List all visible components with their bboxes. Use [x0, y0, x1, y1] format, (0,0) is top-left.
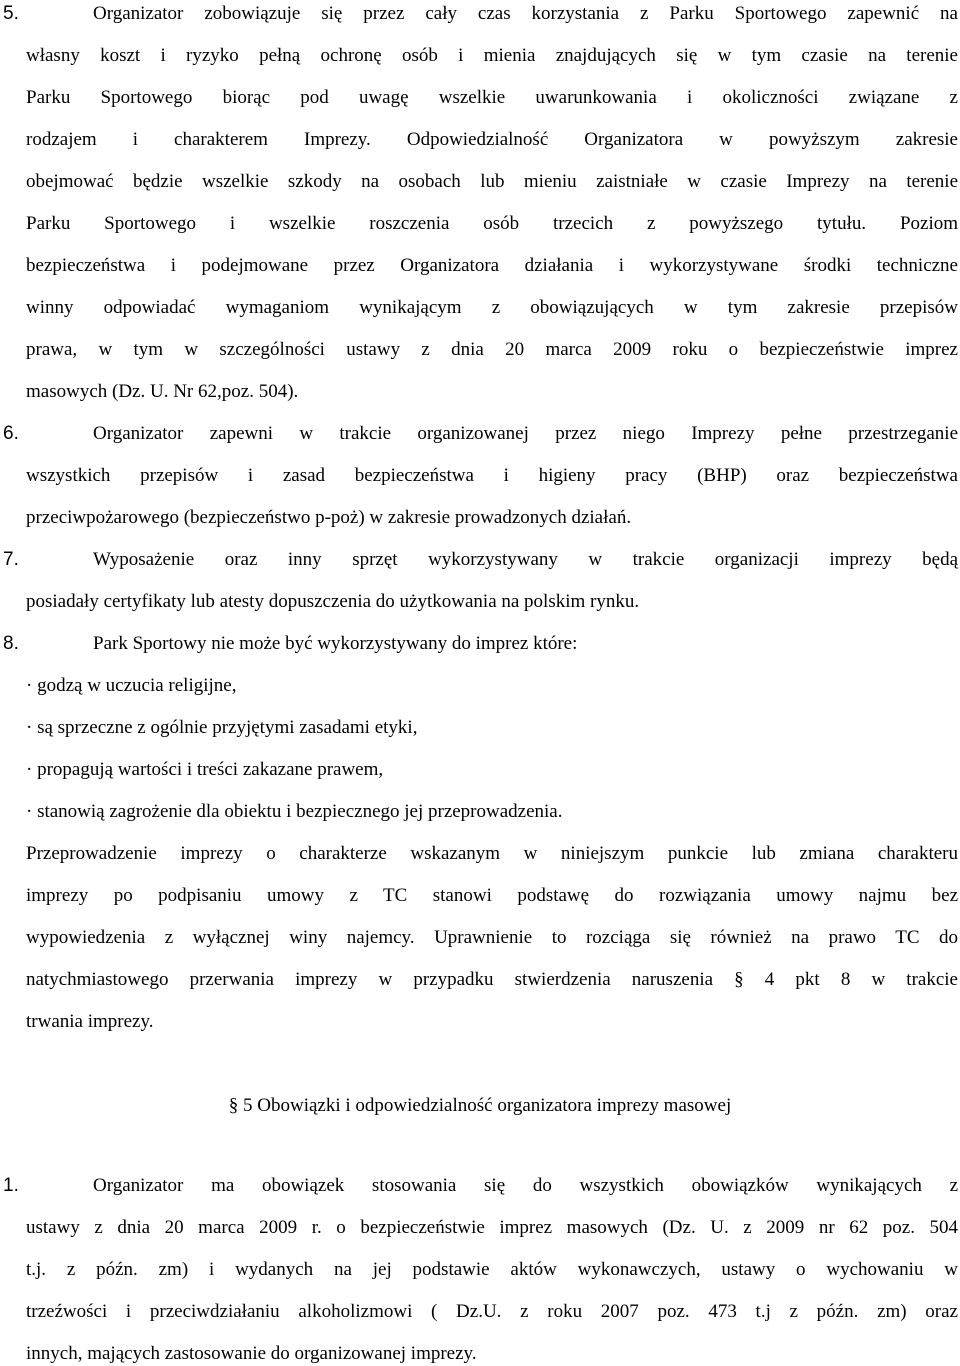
item-5-line: bezpieczeństwa i podejmowane przez Organizatora działania i wykorzystywane środki techniczne: [26, 255, 958, 276]
section-item-1-line: Organizator ma obowiązek stosowania się do wszystkich obowiązków wynikających z: [93, 1175, 958, 1196]
bullet-item: · godzą w uczucia religijne,: [26, 675, 237, 696]
item-number: 5.: [3, 3, 19, 24]
paragraph-line: wypowiedzenia z wyłącznej winy najemcy. Uprawnienie to rozciąga się również na prawo TC do: [26, 927, 958, 948]
bullet-item: · propagują wartości i treści zakazane prawem,: [26, 759, 384, 780]
item-5-line: winny odpowiadać wymaganiom wynikającym z obowiązujących w tym zakresie przepisów: [26, 297, 958, 318]
section-item-1-line: innych, mających zastosowanie do organizowanej imprezy.: [26, 1343, 477, 1364]
section-item-1-line: t.j. z późn. zm) i wydanych na jej podstawie aktów wykonawczych, ustawy o wychowaniu w: [26, 1259, 958, 1280]
section-item-1-line: trzeźwości i przeciwdziałaniu alkoholizmowi ( Dz.U. z roku 2007 poz. 473 t.j z późn. zm) oraz: [26, 1301, 958, 1322]
item-5-line: własny koszt i ryzyko pełną ochronę osób i mienia znajdujących się w tym czasie na terenie: [26, 45, 958, 66]
paragraph-line: natychmiastowego przerwania imprezy w przypadku stwierdzenia naruszenia § 4 pkt 8 w trakcie: [26, 969, 958, 990]
item-8-line: Park Sportowy nie może być wykorzystywany do imprez które:: [93, 633, 578, 654]
item-5-line: prawa, w tym w szczególności ustawy z dnia 20 marca 2009 roku o bezpieczeństwie imprez: [26, 339, 958, 360]
item-7-line: posiadały certyfikaty lub atesty dopuszczenia do użytkowania na polskim rynku.: [26, 591, 640, 612]
paragraph-line: Przeprowadzenie imprezy o charakterze wskazanym w niniejszym punkcie lub zmiana charakteru: [26, 843, 958, 864]
item-5-line: Parku Sportowego i wszelkie roszczenia osób trzecich z powyższego tytułu. Poziom: [26, 213, 958, 234]
bullet-item: · stanowią zagrożenie dla obiektu i bezpiecznego jej przeprowadzenia.: [26, 801, 563, 822]
item-number: 8.: [3, 633, 19, 654]
item-5-line: rodzajem i charakterem Imprezy. Odpowiedzialność Organizatora w powyższym zakresie: [26, 129, 958, 150]
item-5-line: Organizator zobowiązuje się przez cały czas korzystania z Parku Sportowego zapewnić na: [93, 3, 958, 24]
section-heading: § 5 Obowiązki i odpowiedzialność organizatora imprezy masowej: [228, 1095, 732, 1116]
item-7-line: Wyposażenie oraz inny sprzęt wykorzystywany w trakcie organizacji imprezy będą: [93, 549, 958, 570]
item-6-line: przeciwpożarowego (bezpieczeństwo p-poż) w zakresie prowadzonych działań.: [26, 507, 632, 528]
paragraph-line: trwania imprezy.: [26, 1011, 154, 1032]
section-item-1-line: ustawy z dnia 20 marca 2009 r. o bezpieczeństwie imprez masowych (Dz. U. z 2009 nr 62 poz. 504: [26, 1217, 958, 1238]
item-number: 7.: [3, 549, 19, 570]
item-5-line: Parku Sportowego biorąc pod uwagę wszelkie uwarunkowania i okoliczności związane z: [26, 87, 958, 108]
bullet-item: · są sprzeczne z ogólnie przyjętymi zasadami etyki,: [26, 717, 418, 738]
item-5-line: masowych (Dz. U. Nr 62,poz. 504).: [26, 381, 299, 402]
item-number: 1.: [3, 1175, 19, 1196]
item-6-line: Organizator zapewni w trakcie organizowanej przez niego Imprezy pełne przestrzeganie: [93, 423, 958, 444]
paragraph-line: imprezy po podpisaniu umowy z TC stanowi podstawę do rozwiązania umowy najmu bez: [26, 885, 958, 906]
item-5-line: obejmować będzie wszelkie szkody na osobach lub mieniu zaistniałe w czasie Imprezy na terenie: [26, 171, 958, 192]
item-number: 6.: [3, 423, 19, 444]
item-6-line: wszystkich przepisów i zasad bezpieczeństwa i higieny pracy (BHP) oraz bezpieczeństwa: [26, 465, 958, 486]
